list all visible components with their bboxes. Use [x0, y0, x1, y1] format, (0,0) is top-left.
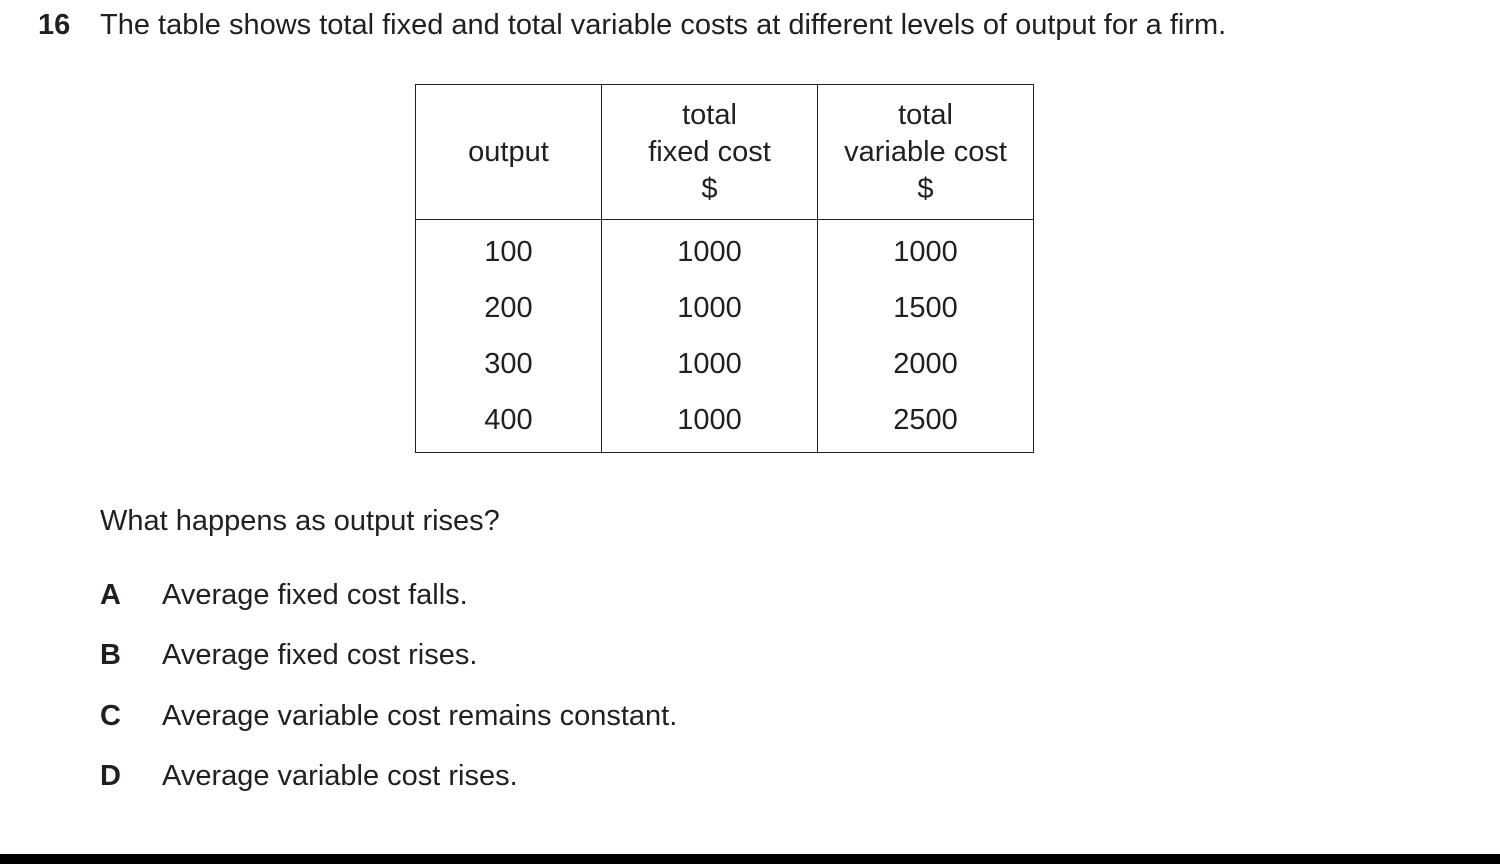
header-line: $	[701, 172, 718, 205]
option-a[interactable]	[100, 576, 468, 614]
cell-variable-cost: 1000	[818, 220, 1034, 281]
page-footer-bar	[0, 854, 1500, 864]
header-line: variable cost	[844, 135, 1007, 168]
cell-output: 300	[416, 336, 602, 392]
option-text: Average fixed cost falls.	[162, 579, 468, 611]
question-number: 16	[38, 9, 71, 41]
table-row	[416, 280, 1034, 336]
header-line: fixed cost	[648, 135, 771, 168]
cell-output: 400	[416, 392, 602, 453]
header-total-fixed-cost	[602, 85, 818, 220]
table-header-row	[416, 85, 1034, 220]
cell-variable-cost: 1500	[818, 280, 1034, 336]
header-output	[416, 85, 602, 220]
table-row	[416, 336, 1034, 392]
cost-table	[415, 84, 1034, 453]
option-c[interactable]	[100, 697, 677, 735]
option-letter: A	[100, 579, 121, 611]
option-text: Average variable cost rises.	[162, 760, 518, 792]
option-d[interactable]	[100, 757, 518, 795]
cell-fixed-cost: 1000	[602, 336, 818, 392]
option-letter: C	[100, 700, 121, 732]
cell-fixed-cost: 1000	[602, 220, 818, 281]
option-b[interactable]	[100, 636, 477, 674]
table-row	[416, 220, 1034, 281]
cell-fixed-cost: 1000	[602, 280, 818, 336]
table-row	[416, 392, 1034, 453]
question-prompt: What happens as output rises?	[100, 505, 500, 537]
cell-variable-cost: 2500	[818, 392, 1034, 453]
question-stem: The table shows total fixed and total variable costs at different levels of output for a firm.	[100, 9, 1227, 41]
header-line: total	[682, 98, 737, 131]
header-line: $	[917, 172, 934, 205]
header-total-variable-cost	[818, 85, 1034, 220]
cell-output: 100	[416, 220, 602, 281]
header-line: output	[468, 135, 549, 168]
header-line: total	[898, 98, 953, 131]
cell-variable-cost: 2000	[818, 336, 1034, 392]
option-text: Average fixed cost rises.	[162, 639, 478, 671]
cell-output: 200	[416, 280, 602, 336]
option-text: Average variable cost remains constant.	[162, 700, 678, 732]
option-letter: D	[100, 760, 121, 792]
cell-fixed-cost: 1000	[602, 392, 818, 453]
option-letter: B	[100, 639, 121, 671]
